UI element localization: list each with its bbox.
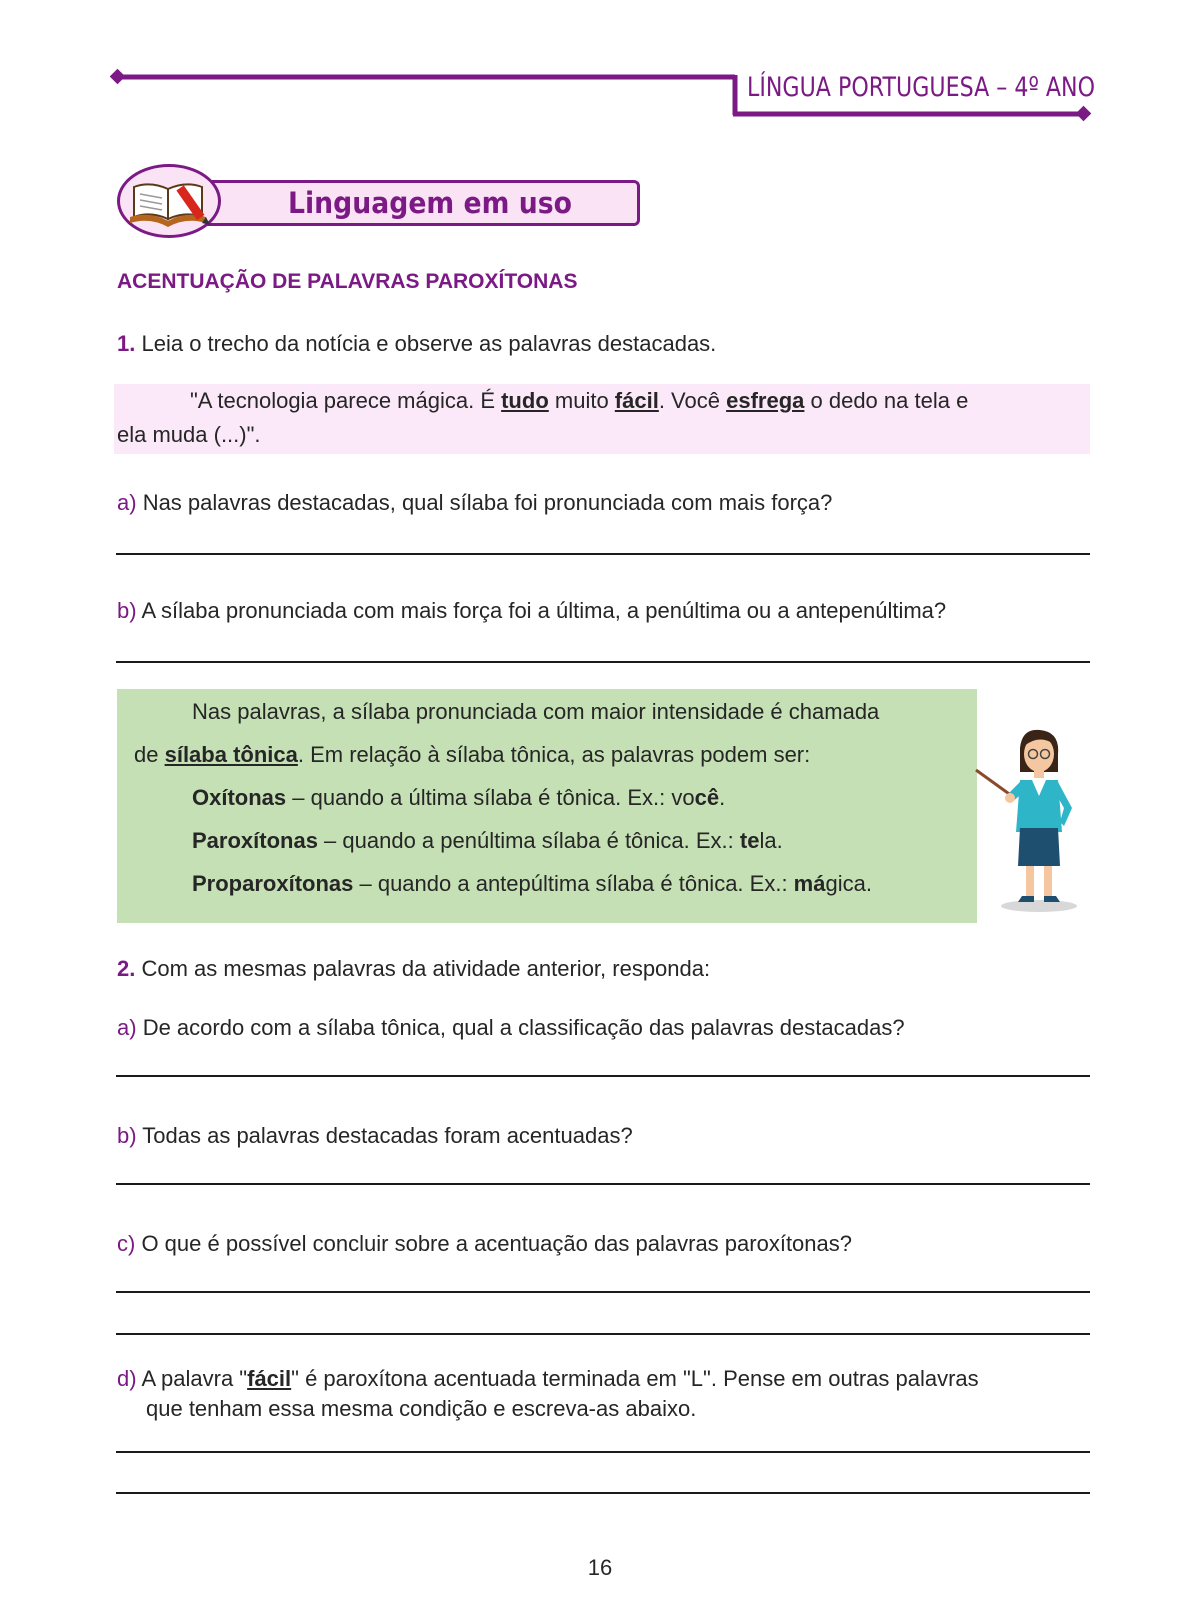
info-line-1: Nas palavras, a sílaba pronunciada com maior intensidade é chamada xyxy=(192,699,880,724)
subquestion-letter: a) xyxy=(117,1015,137,1040)
subquestion-text: A palavra " xyxy=(141,1366,248,1391)
subquestion-2c xyxy=(117,1229,852,1259)
info-text: . Em relação à sílaba tônica, as palavras podem ser: xyxy=(297,742,811,767)
subquestion-letter: a) xyxy=(117,490,137,515)
desc: – quando a penúltima sílaba é tônica. Ex.: xyxy=(317,828,740,853)
quote-text: muito xyxy=(548,388,615,413)
answer-line[interactable] xyxy=(116,1451,1090,1453)
answer-line[interactable] xyxy=(116,661,1090,663)
subquestion-letter: b) xyxy=(117,598,137,623)
answer-line[interactable] xyxy=(116,1075,1090,1077)
answer-line[interactable] xyxy=(116,553,1090,555)
quote-text: "A tecnologia parece mágica. É xyxy=(190,388,502,413)
subquestion-text: " é paroxítona acentuada terminada em "L". Pense em outras palavras xyxy=(291,1366,979,1391)
subquestion-2a xyxy=(117,1013,905,1043)
subquestion-letter: d) xyxy=(117,1366,137,1391)
term-silaba-tonica: sílaba tônica xyxy=(164,742,298,767)
section-banner-label: Linguagem em uso xyxy=(288,186,572,220)
subquestion-2d-line-2: que tenham essa mesma condição e escreva-as abaixo. xyxy=(146,1396,697,1421)
question-prompt: Leia o trecho da notícia e observe as palavras destacadas. xyxy=(141,331,717,356)
question-number: 1. xyxy=(117,331,136,356)
desc: – quando a antepúltima sílaba é tônica. Ex.: xyxy=(353,871,794,896)
answer-line[interactable] xyxy=(116,1291,1090,1293)
section-title: ACENTUAÇÃO DE PALAVRAS PAROXÍTONAS xyxy=(117,270,578,293)
book-icon xyxy=(117,164,221,238)
question-1 xyxy=(117,329,716,359)
desc: . xyxy=(719,785,726,810)
subquestion-text: De acordo com a sílaba tônica, qual a classificação das palavras destacadas? xyxy=(142,1015,905,1040)
desc: la. xyxy=(759,828,783,853)
subquestion-text: A sílaba pronunciada com mais força foi a última, a penúltima ou a antepenúltima? xyxy=(141,598,947,623)
term: Paroxítonas xyxy=(192,828,318,853)
subquestion-1b xyxy=(117,596,946,626)
quote-line-1 xyxy=(190,386,968,416)
page-number: 16 xyxy=(587,1555,613,1580)
quote-line-2: ela muda (...)". xyxy=(117,422,261,447)
subquestion-text: Nas palavras destacadas, qual sílaba foi pronunciada com mais força? xyxy=(142,490,833,515)
question-2 xyxy=(117,954,710,984)
teacher-illustration xyxy=(972,728,1092,918)
highlight-word: fácil xyxy=(614,388,659,413)
answer-line[interactable] xyxy=(116,1492,1090,1494)
highlight-word: tudo xyxy=(501,388,549,413)
info-item-paroxitonas xyxy=(192,826,783,856)
subquestion-text: Todas as palavras destacadas foram acentuadas? xyxy=(142,1123,633,1148)
header-title: LÍNGUA PORTUGUESA – 4º ANO xyxy=(747,72,1096,103)
info-line-2 xyxy=(134,740,810,770)
desc: – quando a última sílaba é tônica. Ex.: vo xyxy=(286,785,695,810)
subquestion-text: O que é possível concluir sobre a acentuação das palavras paroxítonas? xyxy=(141,1231,852,1256)
highlight-word: esfrega xyxy=(726,388,805,413)
tonic-syllable: cê xyxy=(694,785,720,810)
term: Proparoxítonas xyxy=(192,871,354,896)
term: Oxítonas xyxy=(192,785,287,810)
subquestion-letter: b) xyxy=(117,1123,137,1148)
question-prompt: Com as mesmas palavras da atividade anterior, responda: xyxy=(141,956,711,981)
subquestion-letter: c) xyxy=(117,1231,136,1256)
answer-line[interactable] xyxy=(116,1183,1090,1185)
subquestion-1a xyxy=(117,488,832,518)
info-item-proparoxitonas xyxy=(192,869,872,899)
highlight-word: fácil xyxy=(247,1366,292,1391)
info-text: de xyxy=(134,742,165,767)
tonic-syllable: te xyxy=(739,828,760,853)
info-item-oxitonas xyxy=(192,783,725,813)
quote-text: o dedo na tela e xyxy=(804,388,969,413)
header-decoration xyxy=(0,0,1200,130)
answer-line[interactable] xyxy=(116,1333,1090,1335)
subquestion-2b xyxy=(117,1121,633,1151)
subquestion-2d xyxy=(117,1364,979,1394)
desc: gica. xyxy=(825,871,872,896)
quote-text: . Você xyxy=(658,388,727,413)
question-number: 2. xyxy=(117,956,136,981)
tonic-syllable: má xyxy=(793,871,826,896)
